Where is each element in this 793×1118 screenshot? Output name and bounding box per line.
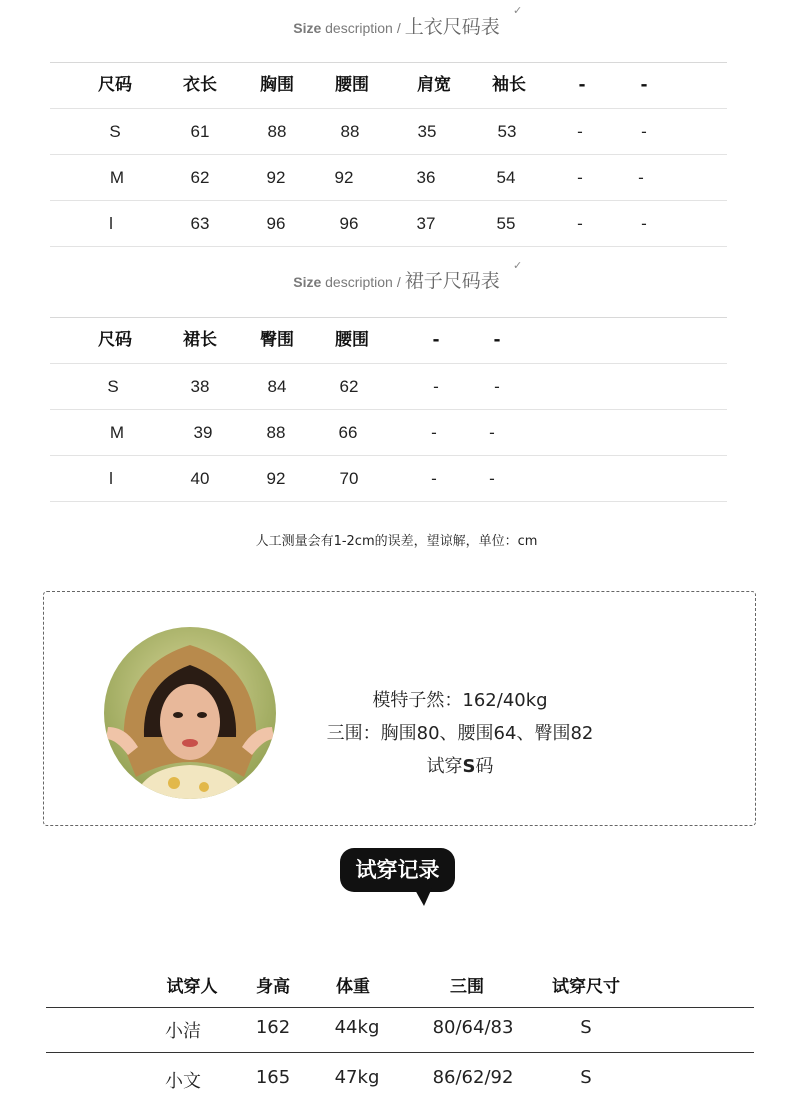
table-cell: - (577, 122, 583, 141)
header-cell: 尺码 (98, 330, 132, 350)
title-zh: 裙子尺码表 (404, 270, 500, 292)
table-cell: 小洁 (165, 1021, 201, 1042)
table-cell: S (107, 377, 119, 396)
header-cell: 臀围 (260, 330, 294, 350)
table-cell: M (109, 423, 125, 442)
table-cell: 39 (193, 423, 213, 442)
header-cell: - (640, 75, 648, 95)
table-cell: 54 (496, 168, 516, 187)
skirt-size-title (0, 266, 793, 293)
top-size-table (50, 62, 727, 247)
title-sep: / (396, 20, 401, 36)
size-prefix: 试穿 (426, 756, 463, 777)
model-name-line: 模特子然：162/40kg (372, 690, 548, 711)
table-cell: 53 (497, 122, 517, 141)
header-cell: 三围 (450, 977, 484, 997)
table-cell: 88 (340, 122, 360, 141)
table-row (50, 201, 727, 247)
table-cell: - (577, 214, 583, 233)
top-size-title (0, 12, 793, 39)
table-cell: - (494, 377, 500, 396)
table-row (50, 109, 727, 155)
table-cell: 62 (339, 377, 359, 396)
table-cell: - (433, 377, 439, 396)
table-cell: 小文 (165, 1071, 201, 1092)
tryon-record-badge: 试穿记录 (340, 848, 455, 892)
table-cell: 86/62/92 (432, 1067, 514, 1088)
table-cell: - (641, 214, 647, 233)
header-cell: 胸围 (260, 75, 294, 95)
table-cell: 96 (339, 214, 359, 233)
table-cell: - (489, 423, 495, 442)
table-cell: 165 (255, 1067, 291, 1088)
table-row (50, 155, 727, 201)
divider (46, 1052, 754, 1053)
header-cell: 试穿尺寸 (552, 977, 620, 997)
table-cell: 96 (266, 214, 286, 233)
title-en-rest: description (325, 274, 393, 290)
title-en-bold: Size (293, 20, 322, 36)
header-cell: 腰围 (335, 75, 369, 95)
divider (46, 1007, 754, 1008)
size-value: S (462, 756, 476, 777)
title-zh: 上衣尺码表 (404, 16, 500, 38)
table-cell: 55 (496, 214, 516, 233)
table-cell: 63 (190, 214, 210, 233)
check-mark-icon: ✓ (513, 259, 523, 272)
size-suffix: 码 (475, 756, 494, 777)
skirt-size-table (50, 317, 727, 502)
table-cell: l (109, 469, 113, 488)
table-cell: 36 (416, 168, 436, 187)
header-cell: - (432, 330, 440, 350)
measurement-note: 人工测量会有1-2cm的误差，望谅解，单位：cm (255, 534, 538, 549)
header-cell: 尺码 (98, 75, 132, 95)
table-cell: 66 (338, 423, 358, 442)
table-row (50, 364, 727, 410)
table-cell: 88 (266, 423, 286, 442)
header-cell: - (578, 75, 586, 95)
table-cell: l (109, 214, 113, 233)
header-cell: 腰围 (335, 330, 369, 350)
header-cell: 试穿人 (166, 977, 218, 997)
table-cell: 62 (190, 168, 210, 187)
table-cell: 80/64/83 (432, 1017, 514, 1038)
table-cell: 92 (266, 168, 286, 187)
title-sep: / (396, 274, 401, 290)
table-cell: 35 (417, 122, 437, 141)
header-cell: 身高 (256, 977, 290, 997)
table-cell: 88 (267, 122, 287, 141)
table-cell: 47kg (334, 1067, 380, 1088)
table-cell: 92 (266, 469, 286, 488)
table-cell: M (109, 168, 125, 187)
table-cell: - (638, 168, 644, 187)
speech-bubble-tail-icon (414, 888, 432, 906)
table-cell: 38 (190, 377, 210, 396)
table-cell: 44kg (334, 1017, 380, 1038)
model-photo (104, 627, 276, 799)
table-cell: 84 (267, 377, 287, 396)
table-cell: 40 (190, 469, 210, 488)
table-header-row (50, 62, 727, 109)
table-row (50, 410, 727, 456)
table-row (50, 456, 727, 502)
table-cell: S (109, 122, 121, 141)
header-cell: 衣长 (183, 75, 217, 95)
table-cell: - (641, 122, 647, 141)
table-cell: - (431, 469, 437, 488)
title-en-bold: Size (293, 274, 322, 290)
table-header-row (50, 317, 727, 364)
check-mark-icon: ✓ (513, 4, 523, 17)
model-avatar (104, 627, 276, 799)
header-cell: 袖长 (492, 75, 526, 95)
header-cell: 肩宽 (417, 75, 451, 95)
table-cell: 37 (416, 214, 436, 233)
table-cell: - (431, 423, 437, 442)
table-cell: 70 (339, 469, 359, 488)
table-cell: 61 (190, 122, 210, 141)
model-size-line (300, 752, 620, 778)
table-cell: S (580, 1067, 592, 1088)
header-cell: 裙长 (183, 330, 217, 350)
header-cell: 体重 (336, 977, 370, 997)
table-cell: S (580, 1017, 592, 1038)
table-cell: - (489, 469, 495, 488)
header-cell: - (493, 330, 501, 350)
model-measurements-line: 三围：胸围80、腰围64、臀围82 (326, 723, 594, 744)
table-cell: 92 (334, 168, 354, 187)
table-cell: - (577, 168, 583, 187)
table-cell: 162 (255, 1017, 291, 1038)
title-en-rest: description (325, 20, 393, 36)
